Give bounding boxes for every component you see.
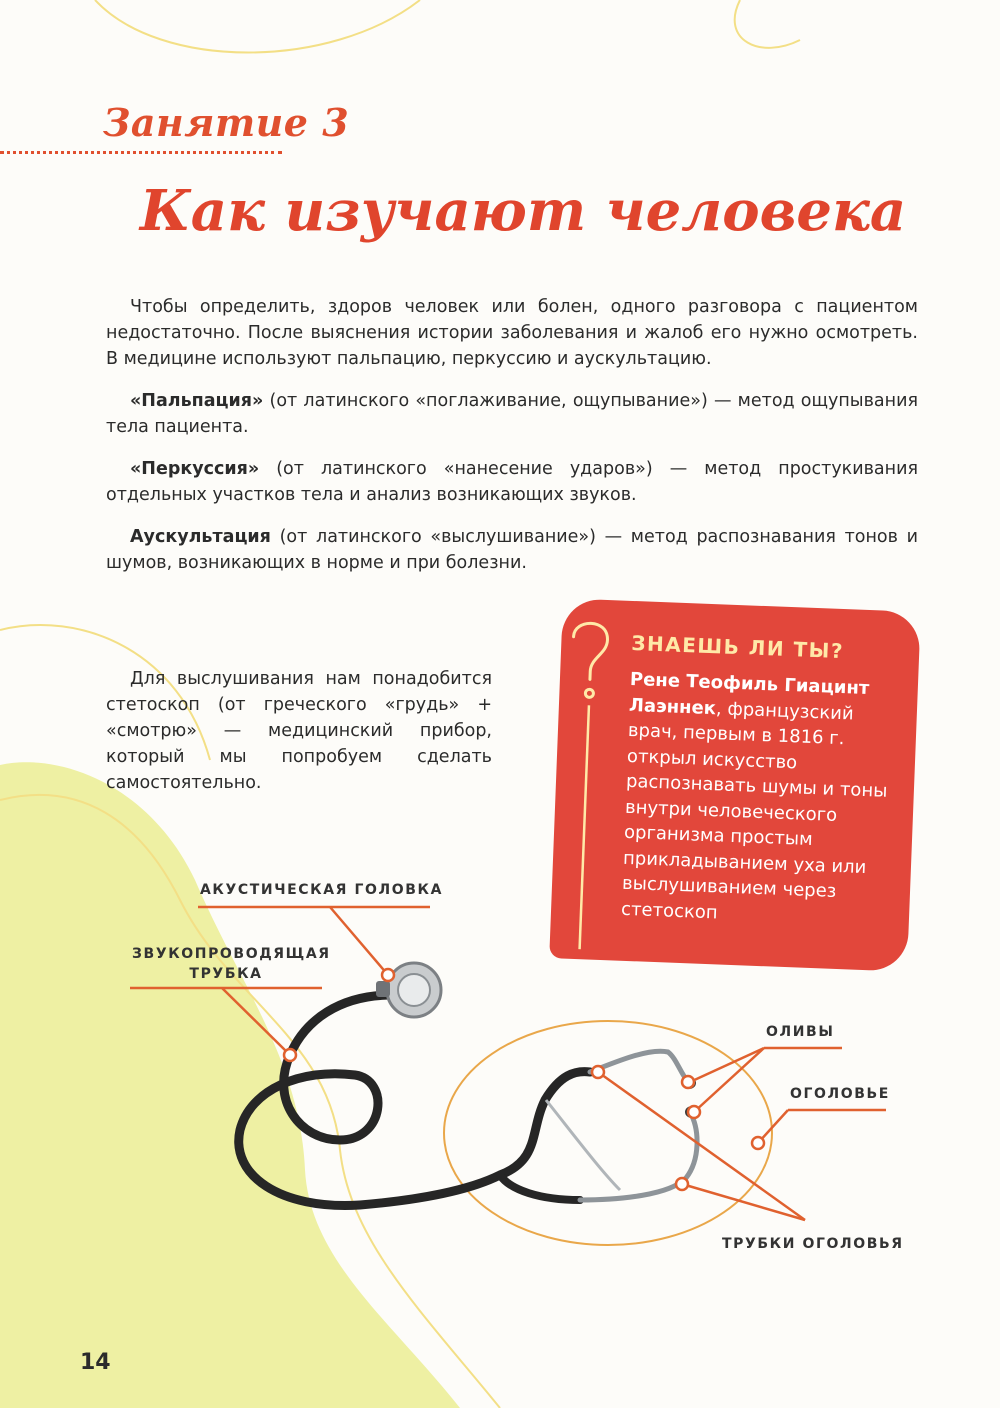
fact-body: , французский врач, первым в 1816 г. открыл искусство распознавать шумы и тоны внутри человеческого организма простым прикладыванием уха или выслушиванием через стетоскоп <box>620 697 888 923</box>
yellow-blob <box>0 762 460 1408</box>
term-name: «Пальпация» <box>130 391 264 411</box>
term-name: Аускультация <box>130 527 271 547</box>
label-olives: ОЛИВЫ <box>766 1024 835 1040</box>
did-you-know-box <box>549 598 921 971</box>
fact-text <box>621 667 901 932</box>
top-right-curve-line <box>735 0 800 48</box>
top-curve-line <box>95 0 420 53</box>
term-auscultation <box>106 524 918 576</box>
label-headset: ОГОЛОВЬЕ <box>790 1086 890 1102</box>
label-headset-tubes: ТРУБКИ ОГОЛОВЬЯ <box>722 1236 904 1252</box>
intro-paragraph: Чтобы определить, здоров человек или болен, одного разговора с пациентом недостаточно. После выяснения истории заболевания и жалоб его нужно осмотреть. В медицине используют пальпацию, перкуссию и аускультацию. <box>106 297 918 369</box>
dotted-divider <box>0 151 282 154</box>
term-definition: (от латинского «нанесение ударов») — метод простукивания отдельных участков тела и анализ возникающих звуков. <box>106 459 918 505</box>
fact-person: Рене Теофиль Гиацинт Лаэннек <box>628 668 870 719</box>
term-definition: (от латинского «выслушивание») — метод распознавания тонов и шумов, возникающих в норме и при болезни. <box>106 527 918 573</box>
fact-title: ЗНАЕШЬ ЛИ ТЫ? <box>630 630 845 664</box>
label-sound-tube: ЗВУКОПРОВОДЯЩАЯ ТРУБКА <box>132 946 331 982</box>
page-title: Как изучают человека <box>139 178 907 244</box>
stethoscope-intro: Для выслушивания нам понадобится стетоскоп (от греческого «грудь» + «смотрю» — медицинский прибор, который мы попробуем сделать самостоятельно. <box>106 669 492 793</box>
lesson-number: Занятие 3 <box>103 100 350 145</box>
term-palpation <box>106 388 918 440</box>
label-acoustic-head: АКУСТИЧЕСКАЯ ГОЛОВКА <box>200 882 443 898</box>
page-number: 14 <box>80 1350 111 1375</box>
term-percussion <box>106 456 918 508</box>
term-definition: (от латинского «поглаживание, ощупывание») — метод ощупывания тела пациента. <box>106 391 918 437</box>
term-name: «Перкуссия» <box>130 459 260 479</box>
question-mark-icon <box>555 612 614 954</box>
body-text <box>106 294 918 592</box>
